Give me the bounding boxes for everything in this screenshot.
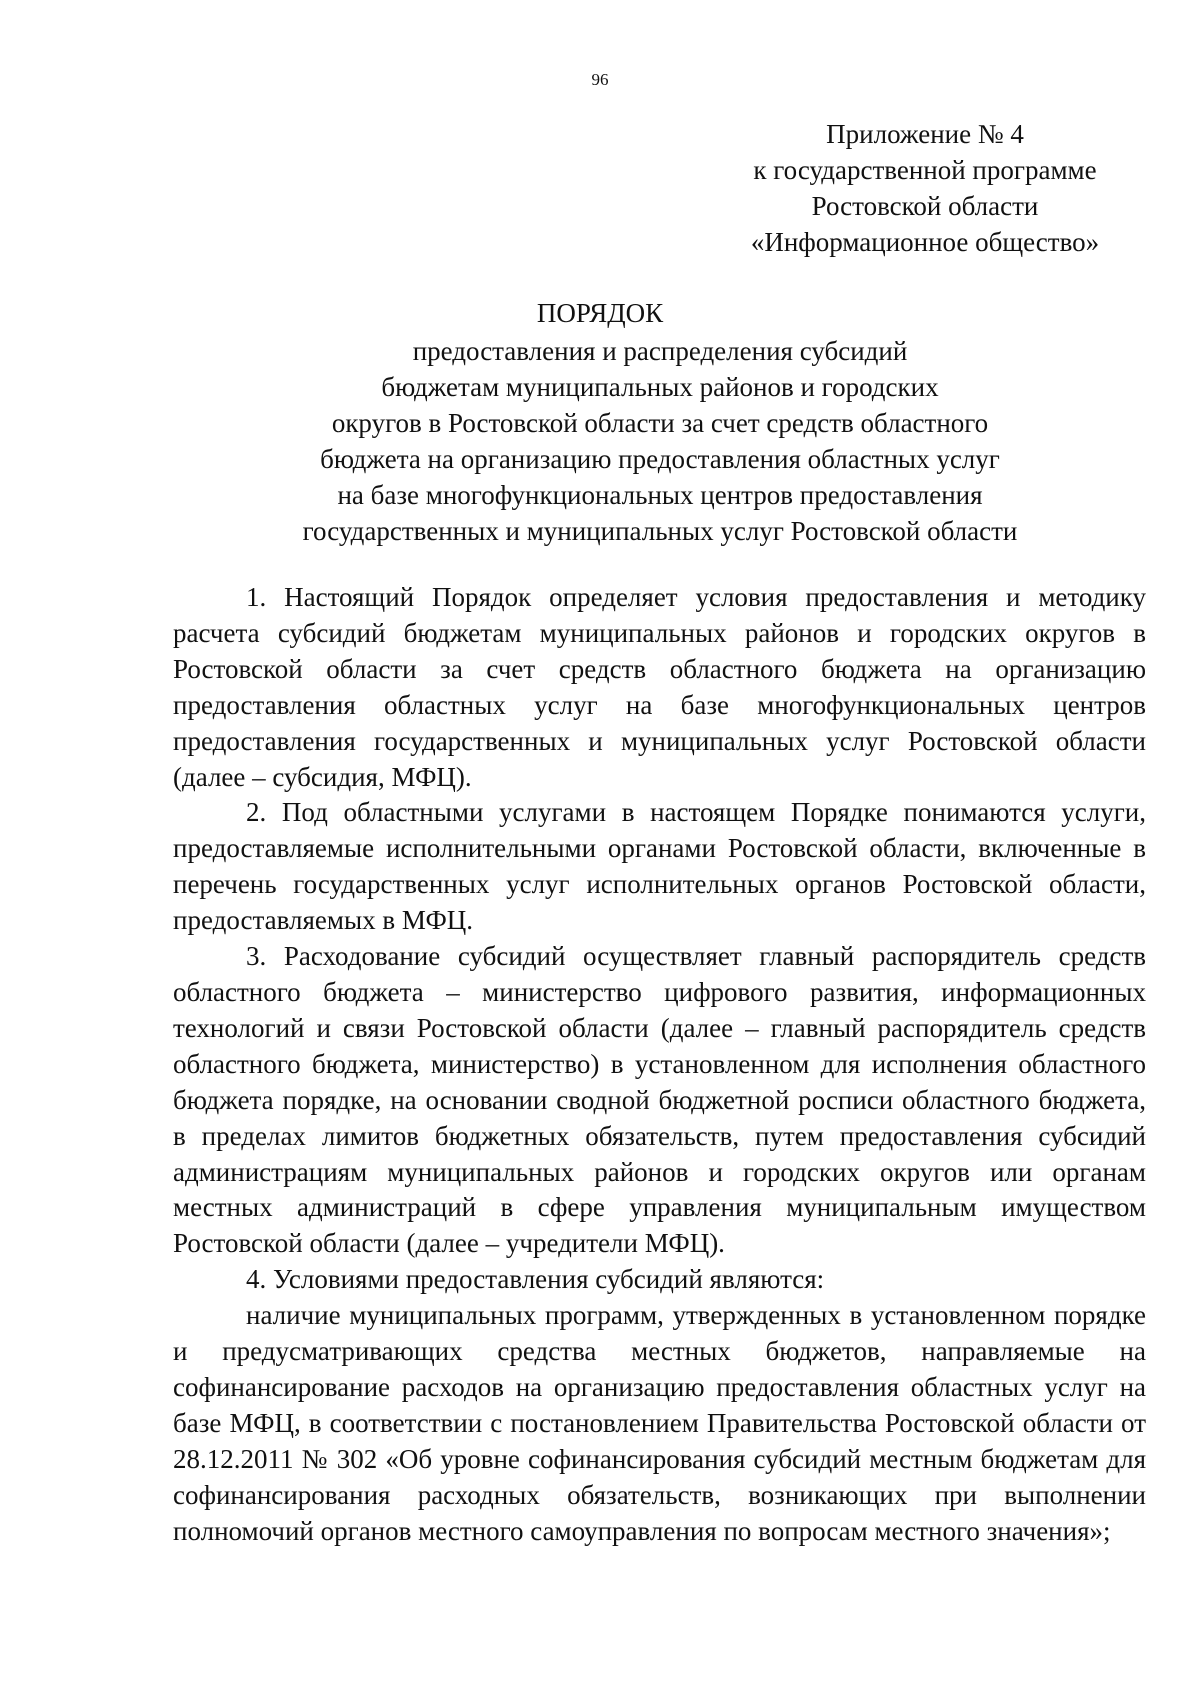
appendix-line: к государственной программе <box>753 155 1097 185</box>
subtitle-line: предоставления и распределения субсидий <box>412 336 908 366</box>
subtitle-line: государственных и муниципальных услуг Ростовской области <box>302 516 1018 546</box>
paragraph-2: 2. Под областными услугами в настоящем Порядке понимаются услуги, предоставляемые исполнительными органами Ростовской области, включенные в перечень государственных услуг исполнительных органов Ростовской области, предоставляемых в МФЦ. <box>173 797 1146 936</box>
document-body <box>173 580 1146 1549</box>
paragraph-1: 1. Настоящий Порядок определяет условия предоставления и методику расчета субсидий бюджетам муниципальных районов и городских округов в Ростовской области за счет средств областного бюджета на организацию предоставления областных услуг на базе многофункциональных центров предоставления государственных и муниципальных услуг Ростовской области (далее – субсидия, МФЦ). <box>173 582 1146 792</box>
appendix-line: Приложение № 4 <box>826 119 1024 149</box>
subtitle-line: округов в Ростовской области за счет средств областного <box>331 408 989 438</box>
paragraph-4-condition: наличие муниципальных программ, утвержденных в установленном порядке и предусматривающих средства местных бюджетов, направляемые на софинансирование расходов на организацию предоставления областных услуг на базе МФЦ, в соответствии с постановлением Правительства Ростовской области от 28.12.2011 № 302 «Об уровне софинансирования субсидий местным бюджетам для софинансирования расходных обязательств, возникающих при выполнении полномочий органов местного самоуправления по вопросам местного значения»; <box>173 1300 1146 1546</box>
page-number: 96 <box>591 70 609 89</box>
subtitle-line: бюджетам муниципальных районов и городских <box>381 372 939 402</box>
subtitle-line: на базе многофункциональных центров предоставления <box>337 480 983 510</box>
document-title: ПОРЯДОК <box>536 298 664 328</box>
appendix-header <box>690 116 1160 260</box>
paragraph-3: 3. Расходование субсидий осуществляет главный распорядитель средств областного бюджета – министерство цифрового развития, информационных технологий и связи Ростовской области (далее – главный распорядитель средств областного бюджета, министерство) в установленном для исполнения областного бюджета порядке, на основании сводной бюджетной росписи областного бюджета, в пределах лимитов бюджетных обязательств, путем предоставления субсидий администрациям муниципальных районов и городских округов или органам местных администраций в сфере управления муниципальным имуществом Ростовской области (далее – учредители МФЦ). <box>173 941 1146 1259</box>
appendix-line: Ростовской области <box>811 191 1039 221</box>
subtitle-line: бюджета на организацию предоставления областных услуг <box>320 444 1000 474</box>
paragraph-4: 4. Условиями предоставления субсидий являются: <box>246 1264 825 1295</box>
appendix-line: «Информационное общество» <box>750 227 1100 257</box>
document-subtitle <box>250 333 1070 549</box>
